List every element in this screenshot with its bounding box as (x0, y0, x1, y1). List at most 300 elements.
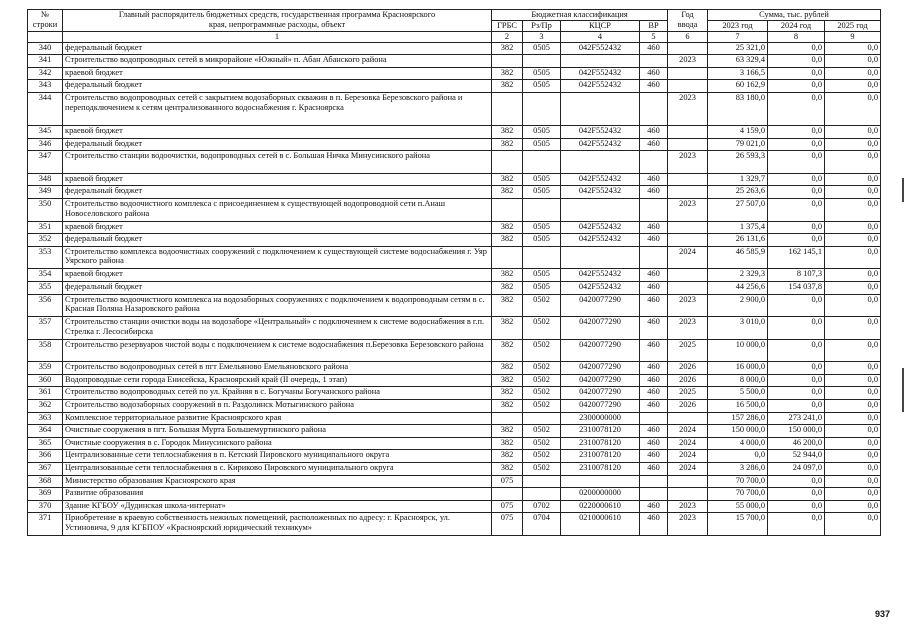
row-rzpr (523, 198, 561, 221)
row-sum-2024: 0,0 (768, 400, 825, 413)
row-sum-2024: 0,0 (768, 387, 825, 400)
row-number: 361 (28, 387, 63, 400)
row-rzpr: 0502 (523, 425, 561, 438)
colnum-4: 4 (561, 32, 640, 43)
row-name: Министерство образования Красноярского края (63, 475, 492, 488)
row-sum-2024: 150 000,0 (768, 425, 825, 438)
row-name: Строительство водопроводных сетей в микрорайоне «Южный» п. Абан Абанского района (63, 55, 492, 68)
row-grbs: 382 (492, 437, 523, 450)
row-sum-2025: 0,0 (825, 339, 881, 362)
row-year: 2023 (668, 294, 708, 317)
row-kcsr: 0420077290 (561, 294, 640, 317)
row-name: федеральный бюджет (63, 186, 492, 199)
row-name: краевой бюджет (63, 125, 492, 138)
row-kcsr: 0420077290 (561, 317, 640, 340)
row-sum-2023: 63 329,4 (708, 55, 768, 68)
row-sum-2024: 0,0 (768, 151, 825, 174)
page-number: 937 (875, 609, 891, 619)
row-year: 2023 (668, 500, 708, 513)
header-year-line1: Год (681, 10, 694, 19)
table-row (28, 269, 881, 282)
row-number: 354 (28, 269, 63, 282)
table-row (28, 362, 881, 375)
row-name: Развитие образования (63, 488, 492, 501)
table-row (28, 412, 881, 425)
row-sum-2023: 4 000,0 (708, 437, 768, 450)
row-name: федеральный бюджет (63, 42, 492, 55)
row-sum-2023: 25 321,0 (708, 42, 768, 55)
row-rzpr: 0505 (523, 42, 561, 55)
table-row (28, 173, 881, 186)
row-number: 342 (28, 67, 63, 80)
table-row (28, 67, 881, 80)
row-year (668, 138, 708, 151)
row-vr (640, 55, 668, 68)
row-sum-2025: 0,0 (825, 374, 881, 387)
row-sum-2025: 0,0 (825, 488, 881, 501)
row-sum-2023: 3 166,5 (708, 67, 768, 80)
row-sum-2023: 55 000,0 (708, 500, 768, 513)
row-sum-2023: 3 010,0 (708, 317, 768, 340)
row-sum-2023: 5 500,0 (708, 387, 768, 400)
header-year (668, 10, 708, 32)
row-sum-2024: 162 145,1 (768, 246, 825, 269)
table-row (28, 437, 881, 450)
row-vr: 460 (640, 437, 668, 450)
row-year: 2026 (668, 374, 708, 387)
row-kcsr: 042F552432 (561, 42, 640, 55)
row-rzpr: 0505 (523, 67, 561, 80)
row-vr: 460 (640, 500, 668, 513)
row-vr: 460 (640, 234, 668, 247)
colnum-1a (28, 32, 63, 43)
row-rzpr: 0502 (523, 400, 561, 413)
header-row-number (28, 10, 63, 32)
row-rzpr: 0502 (523, 387, 561, 400)
row-rzpr: 0702 (523, 500, 561, 513)
row-number: 350 (28, 198, 63, 221)
row-rzpr: 0502 (523, 437, 561, 450)
row-sum-2024: 0,0 (768, 80, 825, 93)
row-name: Строительство станции водоочистки, водопроводных сетей в с. Большая Ничка Минусинского района (63, 151, 492, 174)
row-sum-2023: 60 162,9 (708, 80, 768, 93)
row-number: 344 (28, 92, 63, 125)
table-row (28, 125, 881, 138)
row-number: 358 (28, 339, 63, 362)
header-2024: 2024 год (768, 21, 825, 32)
row-name: краевой бюджет (63, 221, 492, 234)
row-sum-2023: 16 000,0 (708, 362, 768, 375)
row-sum-2025: 0,0 (825, 198, 881, 221)
row-sum-2025: 0,0 (825, 246, 881, 269)
row-grbs: 382 (492, 80, 523, 93)
row-grbs: 382 (492, 450, 523, 463)
row-vr (640, 475, 668, 488)
header-kcsr: КЦСР (561, 21, 640, 32)
row-grbs: 382 (492, 281, 523, 294)
table-row (28, 138, 881, 151)
row-grbs: 382 (492, 138, 523, 151)
row-vr (640, 92, 668, 125)
row-vr: 460 (640, 281, 668, 294)
row-kcsr: 042F552432 (561, 234, 640, 247)
row-grbs: 382 (492, 294, 523, 317)
table-row (28, 151, 881, 174)
row-grbs: 382 (492, 463, 523, 476)
row-sum-2023: 150 000,0 (708, 425, 768, 438)
row-grbs: 382 (492, 362, 523, 375)
row-year: 2024 (668, 463, 708, 476)
row-number: 360 (28, 374, 63, 387)
row-rzpr: 0505 (523, 80, 561, 93)
row-name: Строительство водозаборных сооружений в п. Раздолинск Мотыгинского района (63, 400, 492, 413)
row-rzpr: 0505 (523, 281, 561, 294)
row-number: 351 (28, 221, 63, 234)
row-grbs: 382 (492, 186, 523, 199)
row-grbs (492, 55, 523, 68)
row-name: краевой бюджет (63, 67, 492, 80)
row-rzpr: 0502 (523, 362, 561, 375)
row-vr: 460 (640, 362, 668, 375)
row-kcsr: 0420077290 (561, 374, 640, 387)
budget-table (27, 9, 881, 536)
row-sum-2025: 0,0 (825, 55, 881, 68)
table-body (28, 42, 881, 535)
header-name-line1: Главный распорядитель бюджетных средств, государственная программа Красноярского (118, 10, 436, 19)
table-row (28, 450, 881, 463)
row-sum-2023: 26 131,6 (708, 234, 768, 247)
binding-mark-upper (902, 178, 904, 202)
row-sum-2024: 24 097,0 (768, 463, 825, 476)
row-sum-2024: 0,0 (768, 294, 825, 317)
row-sum-2025: 0,0 (825, 67, 881, 80)
row-number: 369 (28, 488, 63, 501)
header-no-line1: № (41, 10, 49, 19)
row-sum-2025: 0,0 (825, 173, 881, 186)
row-number: 348 (28, 173, 63, 186)
row-year (668, 173, 708, 186)
row-year: 2025 (668, 339, 708, 362)
row-number: 363 (28, 412, 63, 425)
row-sum-2023: 2 900,0 (708, 294, 768, 317)
row-grbs (492, 92, 523, 125)
row-sum-2024: 0,0 (768, 221, 825, 234)
table-row (28, 198, 881, 221)
row-kcsr: 0420077290 (561, 339, 640, 362)
row-grbs: 382 (492, 387, 523, 400)
row-name: федеральный бюджет (63, 138, 492, 151)
table-row (28, 42, 881, 55)
row-vr: 460 (640, 221, 668, 234)
row-grbs: 382 (492, 374, 523, 387)
colnum-3: 3 (523, 32, 561, 43)
row-number: 347 (28, 151, 63, 174)
row-rzpr: 0502 (523, 450, 561, 463)
row-kcsr: 2310078120 (561, 425, 640, 438)
row-kcsr: 0210000610 (561, 513, 640, 536)
row-rzpr: 0502 (523, 463, 561, 476)
row-rzpr: 0505 (523, 125, 561, 138)
row-vr: 460 (640, 450, 668, 463)
row-sum-2024: 0,0 (768, 362, 825, 375)
row-sum-2025: 0,0 (825, 513, 881, 536)
row-sum-2025: 0,0 (825, 463, 881, 476)
header-vr: ВР (640, 21, 668, 32)
row-year (668, 125, 708, 138)
table-row (28, 463, 881, 476)
row-rzpr (523, 55, 561, 68)
row-sum-2024: 0,0 (768, 374, 825, 387)
row-sum-2025: 0,0 (825, 234, 881, 247)
row-rzpr: 0505 (523, 269, 561, 282)
row-kcsr: 042F552432 (561, 186, 640, 199)
row-sum-2023: 15 700,0 (708, 513, 768, 536)
row-sum-2025: 0,0 (825, 80, 881, 93)
table-row (28, 186, 881, 199)
row-name: Строительство водоочистного комплекса на водозаборных сооружениях с подключением к водопроводным сетям в с. Красная Поляна Назаровского района (63, 294, 492, 317)
row-year: 2024 (668, 425, 708, 438)
row-sum-2024: 0,0 (768, 186, 825, 199)
row-name: Приобретение в краевую собственность нежилых помещений, расположенных по адресу: г. Красноярск, ул. Устиновича, 9 для КГБПОУ «Красноярский юридический техникум» (63, 513, 492, 536)
row-number: 345 (28, 125, 63, 138)
row-rzpr (523, 246, 561, 269)
row-name: Водопроводные сети города Енисейска, Красноярский край (II очередь, 1 этап) (63, 374, 492, 387)
row-grbs: 382 (492, 269, 523, 282)
row-sum-2025: 0,0 (825, 412, 881, 425)
row-sum-2025: 0,0 (825, 186, 881, 199)
row-grbs: 382 (492, 173, 523, 186)
document-page (27, 9, 880, 536)
colnum-1: 1 (63, 32, 492, 43)
colnum-7: 7 (708, 32, 768, 43)
row-vr (640, 151, 668, 174)
row-vr: 460 (640, 463, 668, 476)
header-no-line2: строки (32, 19, 58, 29)
row-sum-2024: 0,0 (768, 234, 825, 247)
row-name: Здание КГБОУ «Дудинская школа-интернат» (63, 500, 492, 513)
row-number: 367 (28, 463, 63, 476)
row-rzpr: 0505 (523, 234, 561, 247)
row-kcsr: 042F552432 (561, 80, 640, 93)
row-vr: 460 (640, 186, 668, 199)
row-year: 2023 (668, 317, 708, 340)
header-year-line2: ввода (677, 19, 698, 29)
row-sum-2025: 0,0 (825, 362, 881, 375)
row-vr: 460 (640, 80, 668, 93)
row-sum-2024: 273 241,0 (768, 412, 825, 425)
row-kcsr: 2310078120 (561, 437, 640, 450)
row-name: Строительство водопроводных сетей в пгт Емельяново Емельяновского района (63, 362, 492, 375)
row-vr: 460 (640, 294, 668, 317)
row-number: 371 (28, 513, 63, 536)
row-vr: 460 (640, 374, 668, 387)
header-2023: 2023 год (708, 21, 768, 32)
row-year (668, 475, 708, 488)
row-kcsr: 0420077290 (561, 362, 640, 375)
row-vr: 460 (640, 513, 668, 536)
row-rzpr: 0502 (523, 317, 561, 340)
row-sum-2024: 0,0 (768, 138, 825, 151)
row-grbs: 382 (492, 42, 523, 55)
row-number: 343 (28, 80, 63, 93)
row-sum-2025: 0,0 (825, 437, 881, 450)
row-year: 2025 (668, 387, 708, 400)
row-sum-2025: 0,0 (825, 151, 881, 174)
row-rzpr: 0502 (523, 339, 561, 362)
row-sum-2024: 0,0 (768, 513, 825, 536)
row-sum-2023: 10 000,0 (708, 339, 768, 362)
table-row (28, 317, 881, 340)
row-rzpr: 0505 (523, 221, 561, 234)
row-rzpr (523, 151, 561, 174)
row-grbs: 382 (492, 234, 523, 247)
row-sum-2023: 44 256,6 (708, 281, 768, 294)
row-sum-2023: 27 507,0 (708, 198, 768, 221)
row-sum-2025: 0,0 (825, 317, 881, 340)
row-rzpr: 0502 (523, 294, 561, 317)
row-sum-2025: 0,0 (825, 425, 881, 438)
table-row (28, 281, 881, 294)
row-sum-2024: 8 107,3 (768, 269, 825, 282)
table-row (28, 294, 881, 317)
row-sum-2023: 83 180,0 (708, 92, 768, 125)
row-sum-2023: 25 263,6 (708, 186, 768, 199)
row-year: 2023 (668, 198, 708, 221)
row-vr: 460 (640, 173, 668, 186)
table-row (28, 475, 881, 488)
table-row (28, 500, 881, 513)
row-sum-2023: 79 021,0 (708, 138, 768, 151)
row-vr: 460 (640, 425, 668, 438)
row-vr: 460 (640, 400, 668, 413)
row-vr (640, 488, 668, 501)
row-kcsr (561, 55, 640, 68)
row-name: Строительство водопроводных сетей с закрытием водозаборных скважин в п. Березовка Березовского района и переподключением к сетям централизованного водоснабжения г. Красноярска (63, 92, 492, 125)
row-rzpr: 0505 (523, 138, 561, 151)
column-number-row (28, 32, 881, 43)
header-grbs: ГРБС (492, 21, 523, 32)
row-name: федеральный бюджет (63, 281, 492, 294)
row-number: 357 (28, 317, 63, 340)
row-name: Комплексное территориальное развитие Красноярского края (63, 412, 492, 425)
row-kcsr: 0200000000 (561, 488, 640, 501)
row-grbs: 075 (492, 475, 523, 488)
row-rzpr (523, 475, 561, 488)
row-sum-2025: 0,0 (825, 125, 881, 138)
table-row (28, 387, 881, 400)
header-name (63, 10, 492, 32)
row-kcsr: 042F552432 (561, 125, 640, 138)
row-name: Централизованные сети теплоснабжения в п. Кетский Пировского муниципального округа (63, 450, 492, 463)
row-number: 364 (28, 425, 63, 438)
row-grbs (492, 198, 523, 221)
row-vr: 460 (640, 387, 668, 400)
row-vr (640, 246, 668, 269)
row-grbs: 075 (492, 500, 523, 513)
row-year: 2023 (668, 151, 708, 174)
row-kcsr (561, 151, 640, 174)
row-vr: 460 (640, 138, 668, 151)
header-2025: 2025 год (825, 21, 881, 32)
row-year (668, 234, 708, 247)
row-name: Строительство водоочистного комплекса с присоединением к существующей водопроводной сети п.Анаш Новоселовского района (63, 198, 492, 221)
row-number: 353 (28, 246, 63, 269)
row-sum-2025: 0,0 (825, 92, 881, 125)
row-year (668, 221, 708, 234)
row-sum-2024: 0,0 (768, 475, 825, 488)
row-kcsr (561, 246, 640, 269)
row-sum-2024: 0,0 (768, 42, 825, 55)
row-kcsr: 0220000610 (561, 500, 640, 513)
row-sum-2023: 1 329,7 (708, 173, 768, 186)
row-kcsr (561, 198, 640, 221)
row-name: федеральный бюджет (63, 80, 492, 93)
row-sum-2023: 70 700,0 (708, 475, 768, 488)
row-year (668, 186, 708, 199)
row-sum-2024: 0,0 (768, 488, 825, 501)
row-kcsr: 042F552432 (561, 281, 640, 294)
row-rzpr: 0505 (523, 173, 561, 186)
row-kcsr: 0420077290 (561, 387, 640, 400)
row-number: 365 (28, 437, 63, 450)
row-sum-2023: 0,0 (708, 450, 768, 463)
row-number: 359 (28, 362, 63, 375)
row-year (668, 269, 708, 282)
row-kcsr: 2300000000 (561, 412, 640, 425)
table-row (28, 374, 881, 387)
row-sum-2024: 52 944,0 (768, 450, 825, 463)
row-year: 2024 (668, 450, 708, 463)
row-name: краевой бюджет (63, 173, 492, 186)
row-name: Строительство водопроводных сетей по ул. Крайняя в с. Богучаны Богучанского района (63, 387, 492, 400)
row-number: 340 (28, 42, 63, 55)
row-name: Очистные сооружения в с. Городок Минусинского района (63, 437, 492, 450)
row-sum-2025: 0,0 (825, 450, 881, 463)
row-sum-2024: 0,0 (768, 317, 825, 340)
row-year (668, 281, 708, 294)
row-kcsr: 042F552432 (561, 221, 640, 234)
row-grbs (492, 488, 523, 501)
header-rzpr: Рз/Пр (523, 21, 561, 32)
table-row (28, 92, 881, 125)
table-row (28, 339, 881, 362)
row-year (668, 488, 708, 501)
row-vr (640, 198, 668, 221)
row-kcsr: 042F552432 (561, 173, 640, 186)
row-sum-2023: 2 329,3 (708, 269, 768, 282)
row-sum-2025: 0,0 (825, 42, 881, 55)
row-sum-2024: 46 200,0 (768, 437, 825, 450)
row-sum-2024: 0,0 (768, 173, 825, 186)
row-sum-2024: 0,0 (768, 125, 825, 138)
row-sum-2024: 0,0 (768, 198, 825, 221)
table-row (28, 221, 881, 234)
table-row (28, 400, 881, 413)
row-sum-2025: 0,0 (825, 221, 881, 234)
row-name: Строительство станции очистки воды на водозаборе «Центральный» с подключением к системе водоснабжения в г.п. Стрелка г. Лесосибирска (63, 317, 492, 340)
row-grbs: 382 (492, 317, 523, 340)
row-grbs: 382 (492, 67, 523, 80)
table-row (28, 80, 881, 93)
colnum-8: 8 (768, 32, 825, 43)
row-vr: 460 (640, 125, 668, 138)
row-sum-2025: 0,0 (825, 475, 881, 488)
row-sum-2024: 0,0 (768, 92, 825, 125)
row-number: 349 (28, 186, 63, 199)
table-row (28, 425, 881, 438)
row-sum-2024: 0,0 (768, 339, 825, 362)
row-name: Очистные сооружения в пгт. Большая Мурта Большемуртинского района (63, 425, 492, 438)
